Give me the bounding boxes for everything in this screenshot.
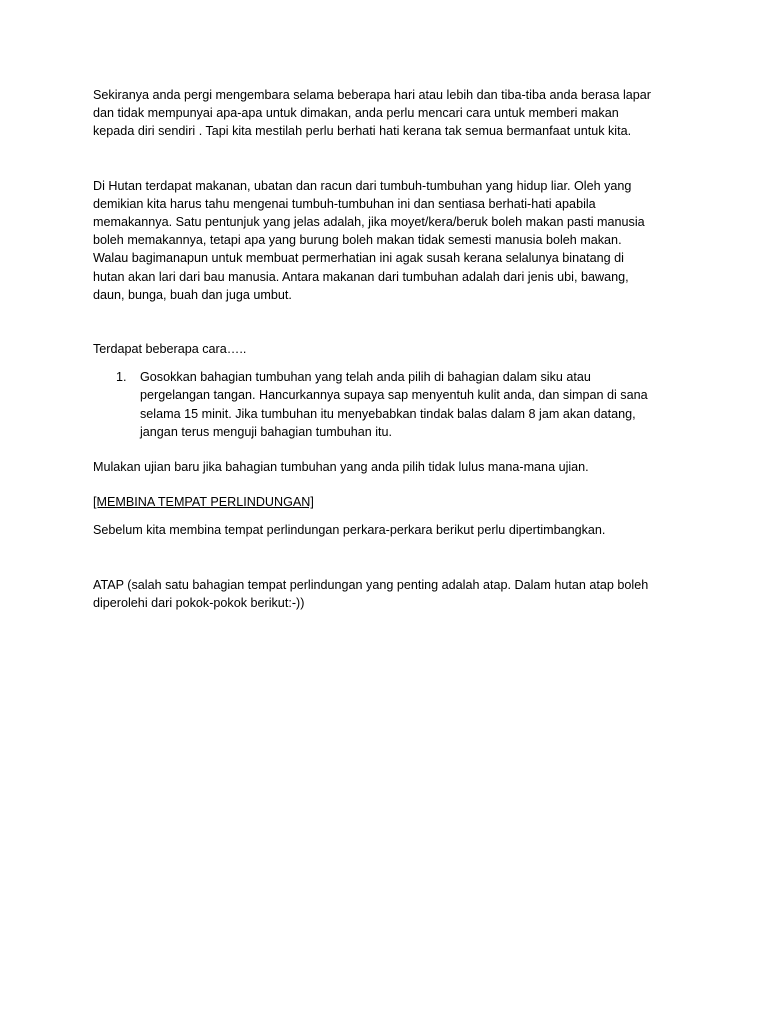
shelter-intro-paragraph: Sebelum kita membina tempat perlindungan perkara-perkara berikut perlu dipertimbangkan. <box>93 523 606 538</box>
roof-paragraph: ATAP (salah satu bahagian tempat perlindungan yang penting adalah atap. Dalam hutan atap boleh diperolehi dari pokok-pokok berikut:-)) <box>93 577 649 610</box>
list-item-number: 1. <box>116 370 127 385</box>
spacer <box>93 358 673 368</box>
spacer <box>93 476 673 493</box>
list-item <box>93 368 673 441</box>
retest-paragraph: Mulakan ujian baru jika bahagian tumbuhan yang anda pilih tidak lulus mana-mana ujian. <box>93 460 589 475</box>
forest-food-paragraph: Di Hutan terdapat makanan, ubatan dan racun dari tumbuh-tumbuhan yang hidup liar. Oleh yang demikian kita harus tahu mengenai tumbuh-tumbuhan ini dan sentiasa berhati-hati apabila memakannya. Satu pentunjuk yang jelas adalah, jika moyet/kera/beruk boleh makan pasti manusia boleh memakannya, tetapi apa yang burung boleh makan tidak semesti manusia boleh makan. Walau bagimanapun untuk membuat permerhatian ini agak susah kerana selalunya binatang di hutan akan lari dari bau manusia. Antara makanan dari tumbuhan adalah dari jenis ubi, bawang, daun, bunga, buah dan juga umbut. <box>93 178 645 302</box>
spacer <box>93 304 673 340</box>
spacer <box>93 141 673 177</box>
methods-intro: Terdapat beberapa cara….. <box>93 342 247 357</box>
spacer <box>93 441 673 458</box>
spacer <box>93 511 673 521</box>
spacer <box>93 540 673 576</box>
section-heading: [MEMBINA TEMPAT PERLINDUNGAN] <box>93 495 314 510</box>
document-page <box>93 86 673 612</box>
intro-paragraph: Sekiranya anda pergi mengembara selama beberapa hari atau lebih dan tiba-tiba anda berasa lapar dan tidak mempunyai apa-apa untuk dimakan, anda perlu mencari cara untuk memberi makan kepada diri sendiri . Tapi kita mestilah perlu berhati hati kerana tak semua bermanfaat untuk kita. <box>93 88 651 139</box>
list-item-text: Gosokkan bahagian tumbuhan yang telah anda pilih di bahagian dalam siku atau pergelangan tangan. Hancurkannya supaya sap menyentuh kulit anda, dan simpan di sana selama 15 minit. Jika tumbuhan itu menyebabkan tindak balas dalam 8 jam akan datang, jangan terus menguji bahagian tumbuhan itu. <box>140 370 648 439</box>
